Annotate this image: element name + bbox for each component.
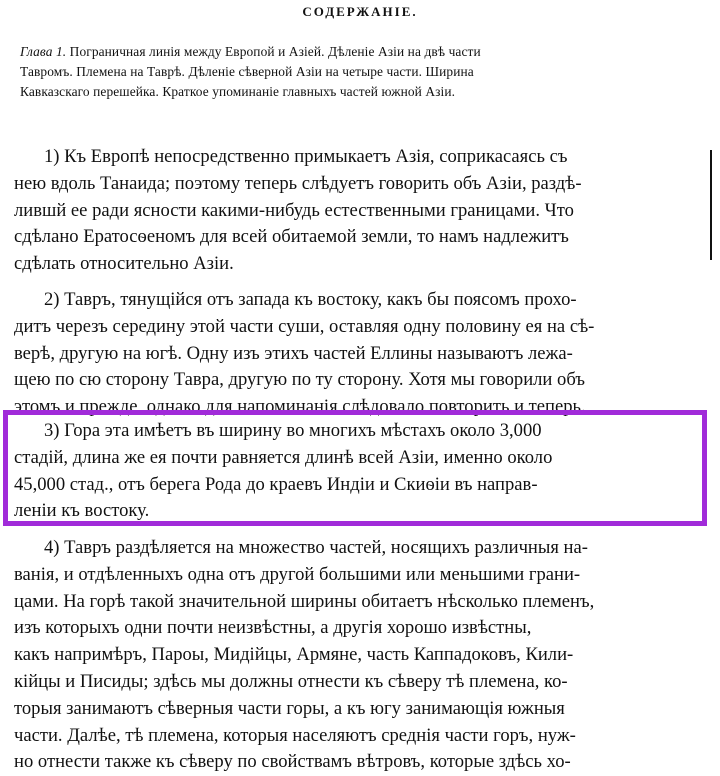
paragraph-1 bbox=[14, 144, 700, 278]
summary-line: Кавказскаго перешейка. Краткое упоминаніе главныхъ частей южной Азіи. bbox=[20, 84, 456, 99]
summary-line: Тавромъ. Племена на Таврѣ. Дѣленіе сѣверной Азіи на четыре части. Ширина bbox=[20, 64, 474, 79]
text-line: стадій, длина же ея почти равняется длинѣ всей Азіи, именно около bbox=[14, 446, 553, 468]
text-line: 3) Гора эта имѣетъ въ ширину во многихъ мѣстахъ около 3,000 bbox=[44, 420, 542, 441]
text-line: 45,000 стад., отъ берега Рода до краевъ Индіи и Скиѳіи въ направ- bbox=[14, 473, 538, 495]
text-line: сдѣлать относительно Азіи. bbox=[14, 253, 234, 275]
summary-line bbox=[20, 42, 705, 62]
text-line: кійцы и Писиды; здѣсь мы должны отнести къ сѣверу тѣ племена, ко- bbox=[14, 670, 568, 692]
page-title: СОДЕРЖАНІЕ. bbox=[302, 4, 418, 19]
text-line: части. Далѣе, тѣ племена, которыя населяютъ среднія части горъ, нуж- bbox=[14, 724, 576, 746]
text-line: верѣ, другую на югѣ. Одну изъ этихъ частей Еллины называютъ лежа- bbox=[14, 342, 573, 364]
paragraph-3[interactable] bbox=[14, 418, 700, 525]
summary-line-text: Пограничная линія между Европой и Азіей. Дѣленіе Азіи на двѣ части bbox=[69, 44, 481, 59]
text-line: но отнести также къ сѣверу по свойствамъ вѣтровъ, которые здѣсь хо- bbox=[14, 751, 571, 773]
text-line: цами. На горѣ такой значительной ширины обитаетъ нѣсколько племенъ, bbox=[14, 590, 595, 612]
text-line: какъ напримѣръ, Пароы, Мидійцы, Армяне, часть Каппадоковъ, Кили- bbox=[14, 644, 574, 666]
paragraph-2 bbox=[14, 287, 700, 421]
text-line: сдѣлано Ератосѳеномъ для всей обитаемой земли, то намъ надлежитъ bbox=[14, 226, 569, 248]
text-line: торыя занимаютъ сѣверныя части горы, а къ югу занимающія южныя bbox=[14, 697, 565, 719]
text-line: 1) Къ Европѣ непосредственно примыкаетъ Азія, соприкасаясь съ bbox=[44, 146, 568, 167]
text-line: 2) Тавръ, тянущійся отъ запада къ востоку, какъ бы поясомъ прохо- bbox=[44, 289, 577, 310]
text-line: лившй ее ради ясности какими-нибудь естественными границами. Что bbox=[14, 199, 574, 221]
text-line: дитъ черезъ середину этой части суши, оставляя одну половину ея на сѣ- bbox=[14, 315, 595, 337]
paragraph-4 bbox=[14, 535, 700, 776]
text-line: этомъ и прежде, однако для напоминанія слѣдовало повторить и теперь. bbox=[14, 396, 586, 418]
chapter-label: Глава 1. bbox=[20, 44, 67, 59]
text-line: нею вдоль Танаида; поэтому теперь слѣдуетъ говорить объ Азіи, раздѣ- bbox=[14, 172, 582, 194]
text-line: 4) Тавръ раздѣляется на множество частей, носящихъ различныя на- bbox=[44, 537, 588, 558]
text-line: щею по сю сторону Тавра, другую по ту сторону. Хотя мы говорили объ bbox=[14, 369, 585, 391]
margin-line bbox=[710, 150, 712, 260]
text-line: изъ которыхъ одни почти неизвѣстны, а другія хорошо извѣстны, bbox=[14, 617, 532, 639]
text-line: ванія, и отдѣленныхъ одна отъ другой большими или меньшими грани- bbox=[14, 563, 581, 585]
text-line: леніи къ востоку. bbox=[14, 500, 150, 522]
chapter-summary bbox=[20, 42, 705, 102]
